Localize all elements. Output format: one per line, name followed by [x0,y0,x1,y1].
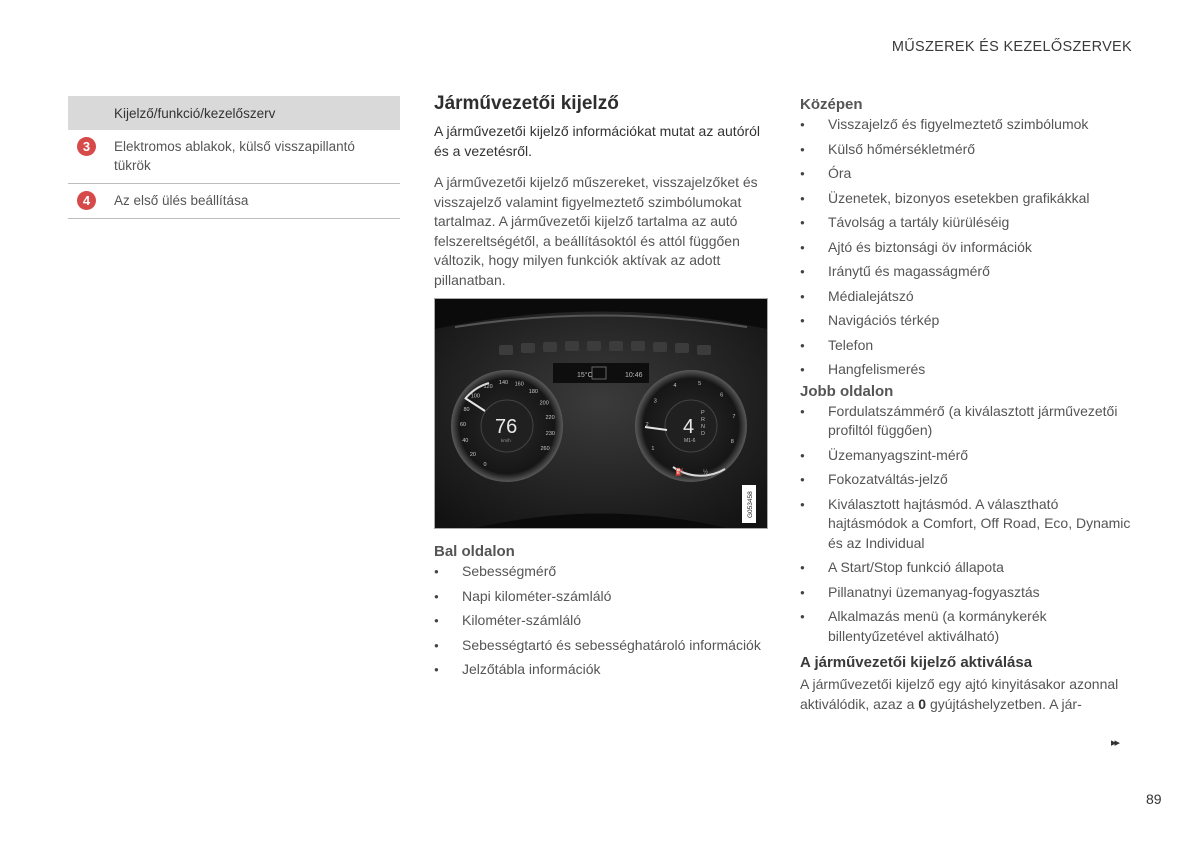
activation-title: A járművezetői kijelző aktiválása [800,654,1033,671]
gear-letter: N [701,424,705,430]
speed-unit: km/h [501,438,511,443]
gear-value: 4 [683,416,695,438]
list-item: ● Külső hőmérsékletmérő [800,140,1132,160]
dashboard-illustration [435,299,767,528]
gear-letter: D [701,431,705,437]
temperature-readout: 15°C [577,372,593,379]
gear-letter: P [701,410,705,416]
section-title: MŰSZEREK ÉS KEZELŐSZERVEK [891,39,1132,55]
center-section-title: Középen [800,96,863,113]
driver-display-photo [434,298,768,529]
lead-paragraph: A járművezetői kijelző információkat mutat az autóról és a vezetésről. [434,123,761,159]
speed-value: 76 [495,416,518,438]
activation-text-before: A járművezetői kijelző egy ajtó kinyitásakor azonnal aktiválódik, azaz a [800,676,1119,712]
list-item: ● Ajtó és biztonsági öv információk [800,238,1132,258]
left-section-title: Bal oldalon [434,543,515,560]
gauge-tick-label: 80 [463,406,470,413]
list-item: ● Alkalmazás menü (a kormánykerék billentyűzetével aktiválható) [800,607,1132,646]
gauge-tick-label: 200 [539,400,549,407]
ignition-position: 0 [918,695,927,712]
right-section-list [800,402,1132,647]
list-item: ● Napi kilométer-számláló [434,587,768,607]
gauge-tick-label: 5 [698,380,702,387]
gauge-tick-label: 160 [514,381,524,388]
list-item: ● Pillanatnyi üzemanyag-fogyasztás [800,583,1132,603]
activation-paragraph [800,675,1132,714]
image-code: G053458 [747,491,754,518]
function-table [68,96,400,219]
fuel-pump-icon: ⛽ [675,468,684,476]
continue-arrow-icon: ▸▸ [1111,737,1119,749]
gauge-tick-label: 1 [651,446,655,452]
clock-readout: 10:46 [625,372,643,379]
table-header: Kijelző/funkció/kezelőszerv [104,96,400,130]
table-row [68,184,400,219]
list-item: ● Üzenetek, bizonyos esetekben grafikákkal [800,189,1132,209]
list-item: ● Iránytű és magasságmérő [800,262,1132,282]
body-paragraph: A járművezetői kijelző műszereket, visszajelzőket és visszajelző valamint figyelmeztető szimbólumokat tartalmaz. A járművezetői kijelző tartalma az autó felszereltségétől, a beállításoktól és attól függően változik, hogy milyen funkciók aktívak az adott pillanatban. [434,174,758,288]
list-item: ● Telefon [800,336,1132,356]
number-badge: 4 [77,191,96,210]
gauge-tick-label: 2 [645,421,649,428]
list-item: ● Fordulatszámmérő (a kiválasztott járművezetői profiltól függően) [800,402,1132,441]
gauge-tick-label: 8 [730,439,734,445]
gear-letter: R [701,417,705,423]
gauge-tick-label: 4 [673,383,677,389]
table-header-number [68,96,104,130]
page-number: 89 [1146,791,1162,807]
list-item: ● Óra [800,164,1132,184]
gauge-tick-label: 230 [545,431,555,438]
list-item: ● Üzemanyagszint-mérő [800,446,1132,466]
gauge-tick-label: 220 [545,415,555,422]
gauge-tick-label: 60 [459,422,467,429]
number-badge: 3 [77,137,96,156]
activation-text-after: gyújtáshelyzetben. A jár- [926,695,1082,712]
gauge-tick-label: 7 [732,414,736,421]
list-item: ● Visszajelző és figyelmeztető szimbólumok [800,115,1132,135]
page-title: Járművezetői kijelző [434,93,619,114]
list-item: ● Sebességmérő [434,562,768,582]
right-section-title: Jobb oldalon [800,382,894,400]
table-cell: Az első ülés beállítása [104,184,400,219]
gauge-tick-label: 100 [470,393,480,400]
list-item: ● Kilométer-számláló [434,611,768,631]
gear-letters [701,410,705,437]
fuel-label: ½ [703,470,709,476]
list-item: ● Hangfelismerés [800,360,1132,380]
center-section-list [800,115,1132,380]
list-item: ● Médialejátszó [800,287,1132,307]
gauge-tick-label: 40 [462,437,469,444]
table-cell: Elektromos ablakok, külső visszapillantó tükrök [104,130,400,184]
gauge-tick-label: 140 [498,380,509,387]
gauge-tick-label: 260 [540,446,550,452]
gauge-tick-label: 0 [483,462,487,469]
gauge-tick-label: 180 [528,388,538,395]
gauge-tick-label: 6 [720,392,724,399]
list-item: ● Jelzőtábla információk [434,660,768,680]
list-item: ● Távolság a tartály kiürüléséig [800,213,1132,233]
table-row [68,130,400,184]
list-item: ● Fokozatváltás-jelző [800,470,1132,490]
gauge-tick-label: 120 [483,384,493,391]
list-item: ● A Start/Stop funkció állapota [800,558,1132,578]
list-item: ● Kiválasztott hajtásmód. A választható hajtásmódok a Comfort, Off Road, Eco, Dynamic és az Individual [800,495,1132,554]
left-section-list [434,562,768,680]
list-item: ● Navigációs térkép [800,311,1132,331]
list-item: ● Sebességtartó és sebességhatároló információk [434,636,768,656]
gear-mode: M1-6 [684,438,696,444]
gauge-tick-label: 3 [653,398,657,405]
gauge-tick-label: 20 [469,451,476,458]
